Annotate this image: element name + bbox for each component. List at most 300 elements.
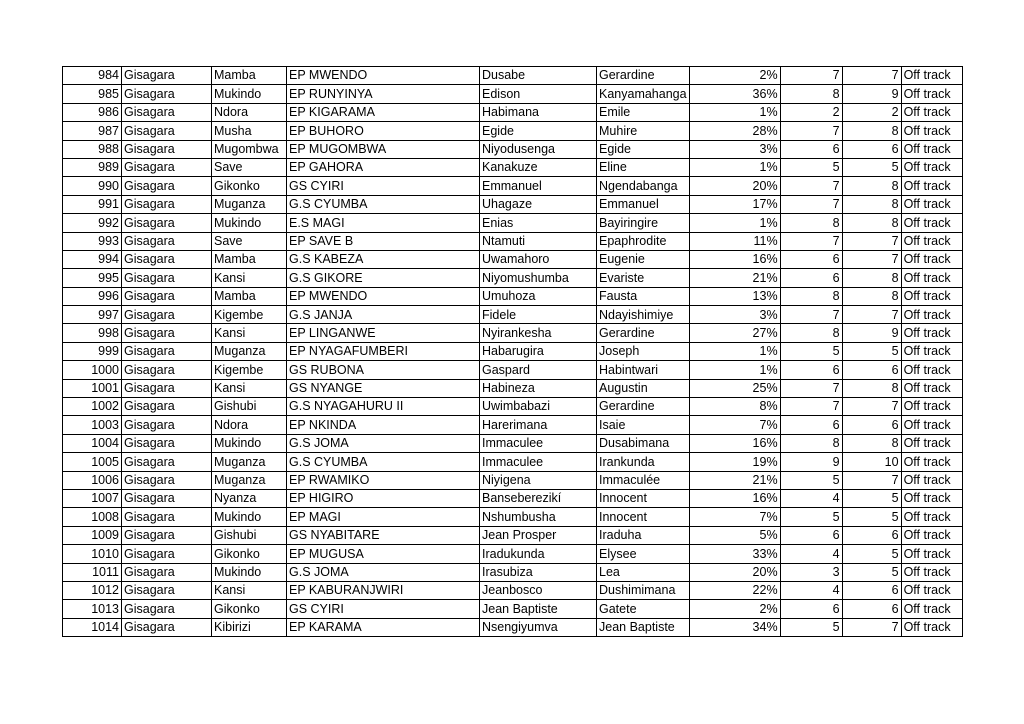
school-cell: EP KIGARAMA xyxy=(287,103,480,121)
last-name-cell: Lea xyxy=(597,563,690,581)
score-b-cell: 6 xyxy=(842,600,901,618)
first-name-cell: Edison xyxy=(480,85,597,103)
district-cell: Gisagara xyxy=(122,600,212,618)
last-name-cell: Gerardine xyxy=(597,398,690,416)
first-name-cell: Iradukunda xyxy=(480,545,597,563)
score-a-cell: 4 xyxy=(780,581,842,599)
sector-cell: Save xyxy=(212,232,287,250)
last-name-cell: Irankunda xyxy=(597,453,690,471)
status-cell: Off track xyxy=(901,195,962,213)
table-row xyxy=(63,324,963,342)
last-name-cell: Muhire xyxy=(597,122,690,140)
status-cell: Off track xyxy=(901,581,962,599)
row-number: 1001 xyxy=(63,379,122,397)
school-cell: EP KABURANJWIRI xyxy=(287,581,480,599)
school-cell: EP MUGOMBWA xyxy=(287,140,480,158)
score-b-cell: 10 xyxy=(842,453,901,471)
score-b-cell: 5 xyxy=(842,158,901,176)
sector-cell: Mukindo xyxy=(212,214,287,232)
last-name-cell: Epaphrodite xyxy=(597,232,690,250)
status-cell: Off track xyxy=(901,526,962,544)
last-name-cell: Elysee xyxy=(597,545,690,563)
status-cell: Off track xyxy=(901,122,962,140)
district-cell: Gisagara xyxy=(122,416,212,434)
score-b-cell: 8 xyxy=(842,214,901,232)
district-cell: Gisagara xyxy=(122,453,212,471)
last-name-cell: Emile xyxy=(597,103,690,121)
school-cell: EP NYAGAFUMBERI xyxy=(287,342,480,360)
sector-cell: Mugombwa xyxy=(212,140,287,158)
table-row xyxy=(63,600,963,618)
school-cell: GS CYIRI xyxy=(287,177,480,195)
first-name-cell: Egide xyxy=(480,122,597,140)
percentage-cell: 1% xyxy=(689,214,780,232)
score-b-cell: 5 xyxy=(842,489,901,507)
table-row xyxy=(63,618,963,636)
last-name-cell: Augustin xyxy=(597,379,690,397)
last-name-cell: Egide xyxy=(597,140,690,158)
table-row xyxy=(63,177,963,195)
school-cell: G.S NYAGAHURU II xyxy=(287,398,480,416)
score-a-cell: 7 xyxy=(780,306,842,324)
score-b-cell: 7 xyxy=(842,306,901,324)
percentage-cell: 2% xyxy=(689,600,780,618)
table-row xyxy=(63,545,963,563)
school-cell: EP SAVE B xyxy=(287,232,480,250)
status-cell: Off track xyxy=(901,287,962,305)
status-cell: Off track xyxy=(901,306,962,324)
status-cell: Off track xyxy=(901,379,962,397)
percentage-cell: 5% xyxy=(689,526,780,544)
first-name-cell: Niyodusenga xyxy=(480,140,597,158)
row-number: 989 xyxy=(63,158,122,176)
district-cell: Gisagara xyxy=(122,434,212,452)
score-b-cell: 6 xyxy=(842,416,901,434)
sector-cell: Musha xyxy=(212,122,287,140)
district-cell: Gisagara xyxy=(122,471,212,489)
sector-cell: Gishubi xyxy=(212,526,287,544)
score-a-cell: 9 xyxy=(780,453,842,471)
first-name-cell: Jean Baptiste xyxy=(480,600,597,618)
status-cell: Off track xyxy=(901,416,962,434)
district-cell: Gisagara xyxy=(122,563,212,581)
district-cell: Gisagara xyxy=(122,342,212,360)
row-number: 984 xyxy=(63,67,122,85)
school-cell: EP MUGUSA xyxy=(287,545,480,563)
district-cell: Gisagara xyxy=(122,526,212,544)
school-cell: GS NYABITARE xyxy=(287,526,480,544)
row-number: 1008 xyxy=(63,508,122,526)
score-a-cell: 5 xyxy=(780,618,842,636)
last-name-cell: Ngendabanga xyxy=(597,177,690,195)
last-name-cell: Fausta xyxy=(597,287,690,305)
sector-cell: Gikonko xyxy=(212,177,287,195)
school-cell: EP BUHORO xyxy=(287,122,480,140)
last-name-cell: Dusabimana xyxy=(597,434,690,452)
row-number: 1007 xyxy=(63,489,122,507)
score-b-cell: 5 xyxy=(842,508,901,526)
district-cell: Gisagara xyxy=(122,103,212,121)
score-b-cell: 8 xyxy=(842,177,901,195)
status-cell: Off track xyxy=(901,545,962,563)
table-row xyxy=(63,269,963,287)
score-b-cell: 7 xyxy=(842,618,901,636)
school-cell: G.S JANJA xyxy=(287,306,480,324)
score-b-cell: 7 xyxy=(842,250,901,268)
table-row xyxy=(63,471,963,489)
school-cell: EP MWENDO xyxy=(287,287,480,305)
score-b-cell: 8 xyxy=(842,287,901,305)
last-name-cell: Gerardine xyxy=(597,67,690,85)
sector-cell: Muganza xyxy=(212,342,287,360)
sector-cell: Kansi xyxy=(212,269,287,287)
district-cell: Gisagara xyxy=(122,581,212,599)
table-row xyxy=(63,232,963,250)
score-b-cell: 5 xyxy=(842,563,901,581)
status-cell: Off track xyxy=(901,324,962,342)
district-cell: Gisagara xyxy=(122,379,212,397)
sector-cell: Ndora xyxy=(212,103,287,121)
table-row xyxy=(63,563,963,581)
district-cell: Gisagara xyxy=(122,250,212,268)
score-a-cell: 8 xyxy=(780,434,842,452)
row-number: 993 xyxy=(63,232,122,250)
score-a-cell: 8 xyxy=(780,214,842,232)
district-cell: Gisagara xyxy=(122,269,212,287)
status-cell: Off track xyxy=(901,103,962,121)
percentage-cell: 20% xyxy=(689,563,780,581)
score-b-cell: 7 xyxy=(842,67,901,85)
school-cell: EP MWENDO xyxy=(287,67,480,85)
district-cell: Gisagara xyxy=(122,508,212,526)
row-number: 1004 xyxy=(63,434,122,452)
table-row xyxy=(63,489,963,507)
table-row xyxy=(63,140,963,158)
last-name-cell: Evariste xyxy=(597,269,690,287)
score-a-cell: 6 xyxy=(780,526,842,544)
score-b-cell: 8 xyxy=(842,434,901,452)
score-a-cell: 6 xyxy=(780,416,842,434)
school-cell: GS NYANGE xyxy=(287,379,480,397)
score-a-cell: 6 xyxy=(780,269,842,287)
percentage-cell: 16% xyxy=(689,489,780,507)
status-cell: Off track xyxy=(901,342,962,360)
district-cell: Gisagara xyxy=(122,398,212,416)
table-row xyxy=(63,103,963,121)
district-cell: Gisagara xyxy=(122,158,212,176)
percentage-cell: 16% xyxy=(689,434,780,452)
table-row xyxy=(63,195,963,213)
score-b-cell: 7 xyxy=(842,398,901,416)
table-row xyxy=(63,416,963,434)
percentage-cell: 1% xyxy=(689,158,780,176)
first-name-cell: Uwamahoro xyxy=(480,250,597,268)
sector-cell: Gishubi xyxy=(212,398,287,416)
first-name-cell: Uwimbabazi xyxy=(480,398,597,416)
school-cell: EP NKINDA xyxy=(287,416,480,434)
last-name-cell: Eline xyxy=(597,158,690,176)
score-a-cell: 7 xyxy=(780,122,842,140)
sector-cell: Mukindo xyxy=(212,508,287,526)
table-row xyxy=(63,581,963,599)
school-cell: EP GAHORA xyxy=(287,158,480,176)
sector-cell: Mamba xyxy=(212,250,287,268)
row-number: 1002 xyxy=(63,398,122,416)
first-name-cell: Irasubiza xyxy=(480,563,597,581)
status-cell: Off track xyxy=(901,600,962,618)
district-cell: Gisagara xyxy=(122,122,212,140)
first-name-cell: Niyomushumba xyxy=(480,269,597,287)
table-row xyxy=(63,306,963,324)
score-a-cell: 5 xyxy=(780,158,842,176)
row-number: 997 xyxy=(63,306,122,324)
percentage-cell: 11% xyxy=(689,232,780,250)
table-row xyxy=(63,453,963,471)
score-a-cell: 3 xyxy=(780,563,842,581)
last-name-cell: Ndayishimiye xyxy=(597,306,690,324)
percentage-cell: 7% xyxy=(689,416,780,434)
first-name-cell: Habineza xyxy=(480,379,597,397)
status-cell: Off track xyxy=(901,398,962,416)
percentage-cell: 1% xyxy=(689,103,780,121)
row-number: 1014 xyxy=(63,618,122,636)
status-cell: Off track xyxy=(901,489,962,507)
row-number: 990 xyxy=(63,177,122,195)
first-name-cell: Dusabe xyxy=(480,67,597,85)
percentage-cell: 22% xyxy=(689,581,780,599)
first-name-cell: Nsengiyumva xyxy=(480,618,597,636)
district-cell: Gisagara xyxy=(122,324,212,342)
sector-cell: Mukindo xyxy=(212,434,287,452)
score-b-cell: 6 xyxy=(842,361,901,379)
school-cell: G.S JOMA xyxy=(287,563,480,581)
last-name-cell: Isaie xyxy=(597,416,690,434)
percentage-cell: 3% xyxy=(689,306,780,324)
first-name-cell: Niyigena xyxy=(480,471,597,489)
first-name-cell: Immaculee xyxy=(480,434,597,452)
table-row xyxy=(63,287,963,305)
last-name-cell: Kanyamahanga xyxy=(597,85,690,103)
score-b-cell: 7 xyxy=(842,471,901,489)
school-cell: GS CYIRI xyxy=(287,600,480,618)
table-row xyxy=(63,122,963,140)
school-cell: E.S MAGI xyxy=(287,214,480,232)
district-cell: Gisagara xyxy=(122,232,212,250)
data-table xyxy=(62,66,963,637)
row-number: 1011 xyxy=(63,563,122,581)
last-name-cell: Gatete xyxy=(597,600,690,618)
score-a-cell: 5 xyxy=(780,471,842,489)
first-name-cell: Gaspard xyxy=(480,361,597,379)
school-cell: G.S KABEZA xyxy=(287,250,480,268)
percentage-cell: 19% xyxy=(689,453,780,471)
table-row xyxy=(63,434,963,452)
percentage-cell: 13% xyxy=(689,287,780,305)
sector-cell: Muganza xyxy=(212,195,287,213)
first-name-cell: Jean Prosper xyxy=(480,526,597,544)
sector-cell: Mukindo xyxy=(212,85,287,103)
first-name-cell: Habimana xyxy=(480,103,597,121)
district-cell: Gisagara xyxy=(122,67,212,85)
percentage-cell: 7% xyxy=(689,508,780,526)
district-cell: Gisagara xyxy=(122,618,212,636)
last-name-cell: Eugenie xyxy=(597,250,690,268)
last-name-cell: Habintwari xyxy=(597,361,690,379)
last-name-cell: Dushimimana xyxy=(597,581,690,599)
first-name-cell: Harerimana xyxy=(480,416,597,434)
score-b-cell: 6 xyxy=(842,581,901,599)
row-number: 986 xyxy=(63,103,122,121)
last-name-cell: Iraduha xyxy=(597,526,690,544)
school-cell: G.S JOMA xyxy=(287,434,480,452)
sector-cell: Mamba xyxy=(212,287,287,305)
district-cell: Gisagara xyxy=(122,361,212,379)
row-number: 995 xyxy=(63,269,122,287)
last-name-cell: Emmanuel xyxy=(597,195,690,213)
first-name-cell: Emmanuel xyxy=(480,177,597,195)
table-row xyxy=(63,67,963,85)
table-row xyxy=(63,508,963,526)
sector-cell: Muganza xyxy=(212,453,287,471)
table-row xyxy=(63,379,963,397)
status-cell: Off track xyxy=(901,508,962,526)
table-row xyxy=(63,361,963,379)
district-cell: Gisagara xyxy=(122,85,212,103)
percentage-cell: 2% xyxy=(689,67,780,85)
district-cell: Gisagara xyxy=(122,545,212,563)
district-cell: Gisagara xyxy=(122,489,212,507)
first-name-cell: Nshumbusha xyxy=(480,508,597,526)
score-a-cell: 4 xyxy=(780,545,842,563)
score-a-cell: 2 xyxy=(780,103,842,121)
row-number: 988 xyxy=(63,140,122,158)
score-b-cell: 5 xyxy=(842,545,901,563)
sector-cell: Kigembe xyxy=(212,361,287,379)
percentage-cell: 25% xyxy=(689,379,780,397)
school-cell: EP MAGI xyxy=(287,508,480,526)
school-cell: EP RUNYINYA xyxy=(287,85,480,103)
score-a-cell: 7 xyxy=(780,379,842,397)
district-cell: Gisagara xyxy=(122,140,212,158)
score-b-cell: 6 xyxy=(842,140,901,158)
school-cell: G.S GIKORE xyxy=(287,269,480,287)
row-number: 992 xyxy=(63,214,122,232)
first-name-cell: Umuhoza xyxy=(480,287,597,305)
row-number: 987 xyxy=(63,122,122,140)
sector-cell: Kansi xyxy=(212,581,287,599)
score-a-cell: 8 xyxy=(780,85,842,103)
table-row xyxy=(63,158,963,176)
row-number: 1010 xyxy=(63,545,122,563)
district-cell: Gisagara xyxy=(122,287,212,305)
score-a-cell: 6 xyxy=(780,361,842,379)
school-cell: EP HIGIRO xyxy=(287,489,480,507)
first-name-cell: Jeanbosco xyxy=(480,581,597,599)
first-name-cell: Habarugira xyxy=(480,342,597,360)
score-a-cell: 5 xyxy=(780,508,842,526)
score-a-cell: 7 xyxy=(780,232,842,250)
percentage-cell: 1% xyxy=(689,342,780,360)
percentage-cell: 33% xyxy=(689,545,780,563)
status-cell: Off track xyxy=(901,618,962,636)
percentage-cell: 1% xyxy=(689,361,780,379)
first-name-cell: Fidele xyxy=(480,306,597,324)
district-cell: Gisagara xyxy=(122,306,212,324)
score-b-cell: 8 xyxy=(842,379,901,397)
status-cell: Off track xyxy=(901,214,962,232)
score-a-cell: 6 xyxy=(780,600,842,618)
sector-cell: Mamba xyxy=(212,67,287,85)
status-cell: Off track xyxy=(901,471,962,489)
first-name-cell: Immaculee xyxy=(480,453,597,471)
last-name-cell: Joseph xyxy=(597,342,690,360)
sector-cell: Nyanza xyxy=(212,489,287,507)
score-a-cell: 6 xyxy=(780,140,842,158)
status-cell: Off track xyxy=(901,232,962,250)
school-cell: GS RUBONA xyxy=(287,361,480,379)
first-name-cell: Uhagaze xyxy=(480,195,597,213)
row-number: 985 xyxy=(63,85,122,103)
table-row xyxy=(63,250,963,268)
row-number: 1000 xyxy=(63,361,122,379)
status-cell: Off track xyxy=(901,361,962,379)
score-b-cell: 8 xyxy=(842,122,901,140)
sector-cell: Kigembe xyxy=(212,306,287,324)
score-a-cell: 7 xyxy=(780,195,842,213)
score-a-cell: 5 xyxy=(780,342,842,360)
row-number: 1006 xyxy=(63,471,122,489)
status-cell: Off track xyxy=(901,434,962,452)
district-cell: Gisagara xyxy=(122,214,212,232)
score-b-cell: 8 xyxy=(842,269,901,287)
status-cell: Off track xyxy=(901,269,962,287)
table-row xyxy=(63,342,963,360)
school-cell: EP RWAMIKO xyxy=(287,471,480,489)
table-row xyxy=(63,398,963,416)
score-b-cell: 2 xyxy=(842,103,901,121)
sector-cell: Kansi xyxy=(212,324,287,342)
percentage-cell: 36% xyxy=(689,85,780,103)
status-cell: Off track xyxy=(901,250,962,268)
percentage-cell: 21% xyxy=(689,269,780,287)
sector-cell: Kibirizi xyxy=(212,618,287,636)
score-b-cell: 7 xyxy=(842,232,901,250)
status-cell: Off track xyxy=(901,85,962,103)
first-name-cell: Ntamuti xyxy=(480,232,597,250)
sector-cell: Mukindo xyxy=(212,563,287,581)
score-b-cell: 9 xyxy=(842,85,901,103)
percentage-cell: 8% xyxy=(689,398,780,416)
last-name-cell: Gerardine xyxy=(597,324,690,342)
table-row xyxy=(63,85,963,103)
row-number: 1003 xyxy=(63,416,122,434)
row-number: 1013 xyxy=(63,600,122,618)
table-row xyxy=(63,214,963,232)
last-name-cell: Bayiringire xyxy=(597,214,690,232)
status-cell: Off track xyxy=(901,177,962,195)
percentage-cell: 28% xyxy=(689,122,780,140)
district-cell: Gisagara xyxy=(122,177,212,195)
sector-cell: Save xyxy=(212,158,287,176)
percentage-cell: 21% xyxy=(689,471,780,489)
first-name-cell: Banseberezikí xyxy=(480,489,597,507)
score-b-cell: 5 xyxy=(842,342,901,360)
status-cell: Off track xyxy=(901,140,962,158)
score-a-cell: 7 xyxy=(780,67,842,85)
score-a-cell: 7 xyxy=(780,177,842,195)
status-cell: Off track xyxy=(901,563,962,581)
score-a-cell: 8 xyxy=(780,324,842,342)
